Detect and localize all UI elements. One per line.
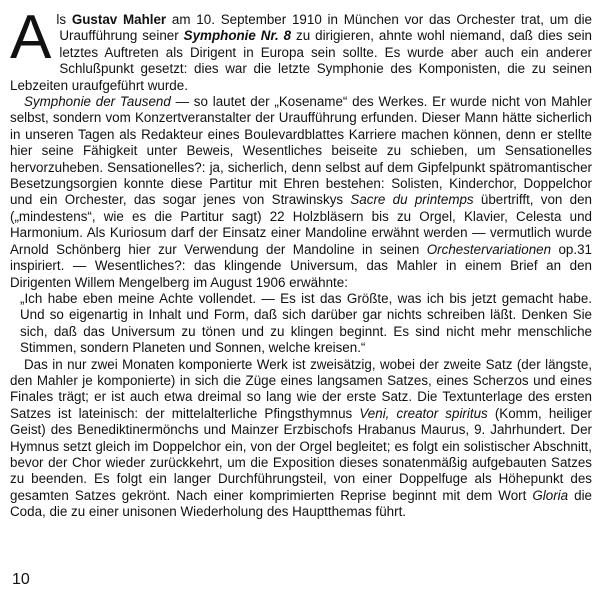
document-page: [10, 3, 593, 521]
composer-name: Gustav Mahler: [71, 12, 167, 27]
work-title: Symphonie Nr. 8: [183, 28, 292, 44]
nickname-text-2: übertrifft, von den („mindestens“, wie es die Partitur sagt) 22 Holzbläsern bis zu Orgel, Klavier, Celesta und Harmonium. Als Kuriosum darf der Einsatz einer Mandoline erwähnt werden — vermutlich wurde Arnold Schönberg hier zur Verwendung der Mandoline in seinen: [10, 192, 593, 257]
structure-text-3: die Coda, die zu einer unisonen Wiederholung des Hauptthemas führt.: [10, 487, 592, 520]
gloria-word: Gloria: [532, 487, 569, 503]
sacre-title: Sacre du printemps: [350, 192, 474, 208]
page-number: 10: [12, 571, 30, 588]
orchestervariationen-title: Orchestervariationen: [426, 241, 552, 257]
mahler-quote: „Ich habe eben meine Achte vollendet. — Es ist das Größte, was ich bis jetzt gemacht habe. Und so eigenartig in Inhalt und Form, daß sich darüber gar nichts schreiben läßt. Denken Sie sich, daß das Universum zu tönen und zu klingen beginnt. Es sind nicht mehr menschliche Stimmen, sondern Planeten und Sonnen, welche kreisen.“: [20, 290, 592, 356]
nickname-text-1: — so lautet der „Kosename“ des Werkes. Er wurde nicht von Mahler selbst, sondern vom Konzertveranstalter der Uraufführung erfunden. Dieser Mann hätte sicherlich in unseren Tagen als Redakteur eines Boulevardblattes Karriere machen können, denn er stellte hier seine Fähigkeit unter Beweis, Wesentliches beiseite zu schieben, um Sensationelles hervorzuheben. Sensationelles?: ja, sicherlich, denn selbst auf dem Gipfelpunkt spätromantischer Besetzungsorgien konnte diese Partitur mit Ehren bestehen: Solisten, Kinderchor, Doppelchor und ein Orchester, das sogar jenes von Strawinskys: [10, 94, 592, 208]
intro-lead-text: ls: [56, 12, 72, 27]
intro-paragraph: [10, 3, 593, 94]
nickname-paragraph: [10, 94, 592, 291]
hymn-title: Veni, creator spiritus: [359, 405, 488, 421]
structure-paragraph: [10, 357, 592, 521]
drop-cap: A: [10, 3, 52, 72]
nickname-text-3: op.31 inspiriert. — Wesentliches?: das klingende Universum, das Mahler in einem Brief an den Dirigenten Willem Mengelberg im August 1906 erwähnte:: [10, 241, 592, 290]
nickname-title: Symphonie der Tausend: [24, 94, 171, 110]
structure-text-1: Das in nur zwei Monaten komponierte Werk ist zweisätzig, wobei der zweite Satz (der längste, den Mahler je komponierte) in sich die Züge eines langsamen Satzes, eines Scherzos und eines Finales trägt; er ist auch etwa dreimal so lang wie der erste Satz. Die Textunterlage des ersten Satzes ist lateinisch: der mittelalterliche Pfingsthymnus: [10, 356, 592, 421]
intro-text-1: am 10. September 1910 in München vor das Orchester trat, um die Uraufführung seiner: [59, 12, 592, 44]
structure-text-2: (Komm, heiliger Geist) des Benediktinermönchs und Mainzer Erzbischofs Hrabanus Maurus, 9. Jahrhundert. Der Hymnus setzt gleich im Doppelchor ein, von der Orgel begleitet; es folgt ein solistischer Abschnitt, bevor der Chor wieder zurückkehrt, um die Exposition dieses sonatenmäßig aufgebauten Satzes zu beenden. Es folgt ein langer Durchführungsteil, von einer Doppelfuge als Höhepunkt des gesamten Satzes gekrönt. Nach einer komprimierten Reprise beginnt mit dem Wort: [10, 405, 592, 503]
intro-text-2: zu dirigieren, ahnte wohl niemand, daß dies sein letztes Auftreten als Dirigent in Europa sein sollte. Es wurde aber auch ein anderer Schlußpunkt gesetzt: dies war die letzte Symphonie des Komponisten, die zu seinen Lebzeiten uraufgeführt wurde.: [10, 28, 593, 93]
